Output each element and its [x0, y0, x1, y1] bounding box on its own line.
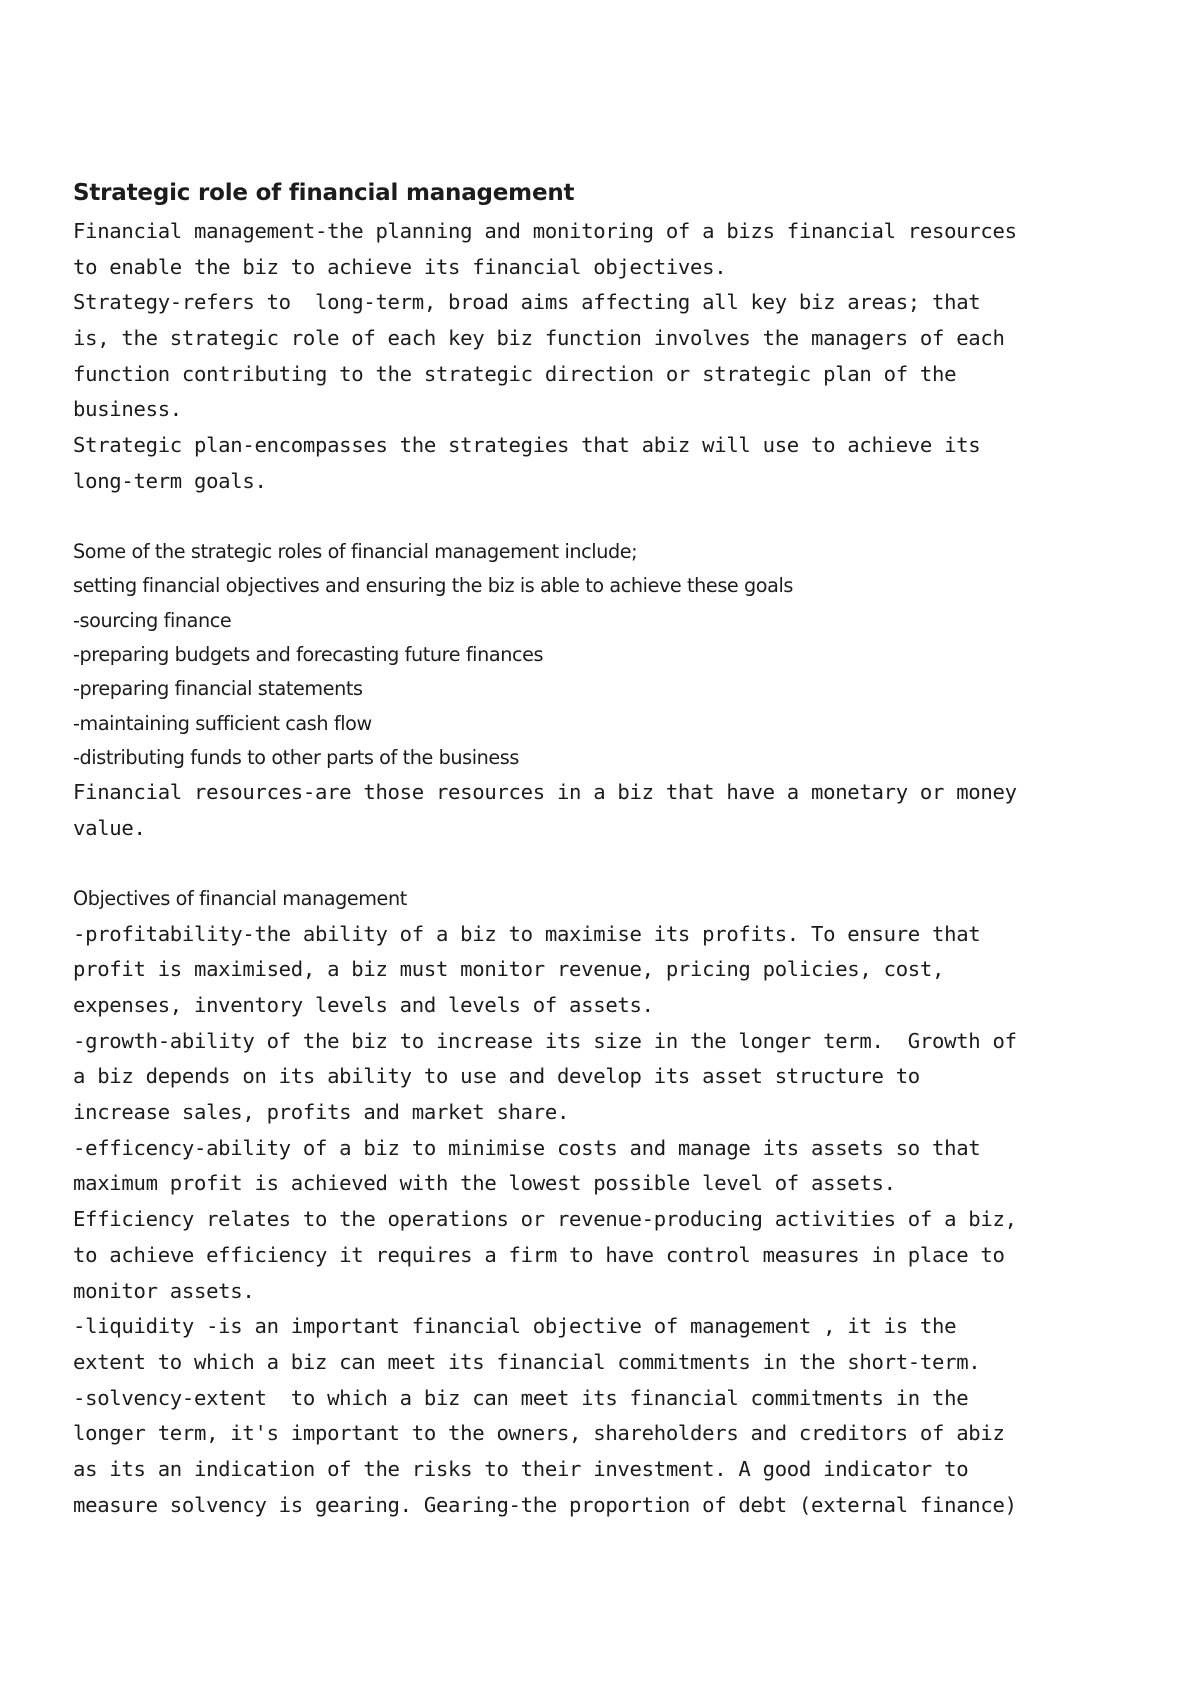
roles-intro-line: Some of the strategic roles of financial management include; — [73, 540, 638, 564]
text-line: maximum profit is achieved with the lowest possible level of assets. — [73, 1171, 896, 1196]
text-line: Strategy-refers to long-term, broad aims affecting all key biz areas; that — [73, 290, 981, 315]
objectives-heading: Objectives of financial management — [73, 887, 407, 911]
list-item: -distributing funds to other parts of the business — [73, 745, 519, 769]
text-line: increase sales, profits and market share. — [73, 1100, 570, 1125]
text-line: -efficency-ability of a biz to minimise costs and manage its assets so that — [73, 1135, 981, 1160]
text-line: -liquidity -is an important financial objective of management , it is the — [73, 1314, 957, 1339]
list-item: -sourcing finance — [73, 608, 232, 632]
text-line: Strategic plan-encompasses the strategies that abiz will use to achieve its — [73, 433, 981, 458]
text-line: extent to which a biz can meet its financial commitments in the short-term. — [73, 1349, 981, 1374]
text-line: monitor assets. — [73, 1278, 255, 1303]
text-line: longer term, it's important to the owners, shareholders and creditors of abiz — [73, 1421, 1005, 1446]
text-line: Efficiency relates to the operations or revenue-producing activities of a biz, — [73, 1207, 1017, 1232]
text-line: function contributing to the strategic direction or strategic plan of the — [73, 361, 957, 386]
text-line: value. — [73, 815, 146, 840]
financial-resources-section — [73, 775, 1073, 846]
list-item: -maintaining sufficient cash flow — [73, 711, 372, 735]
text-line: -growth-ability of the biz to increase its size in the longer term. Growth of — [73, 1028, 1017, 1053]
paragraph-spacer — [73, 500, 1073, 536]
objectives-section — [73, 882, 1073, 1523]
text-line: expenses, inventory levels and levels of assets. — [73, 993, 654, 1017]
list-item: -preparing financial statements — [73, 677, 363, 701]
text-line: Financial resources-are those resources in a biz that have a monetary or money — [73, 780, 1017, 805]
text-line: -profitability-the ability of a biz to maximise its profits. To ensure that — [73, 921, 981, 946]
text-line: as its an indication of the risks to their investment. A good indicator to — [73, 1456, 969, 1481]
strategic-roles-section — [73, 535, 1073, 775]
text-line: a biz depends on its ability to use and develop its asset structure to — [73, 1064, 920, 1089]
document-title: Strategic role of financial management — [73, 180, 575, 206]
text-line: business. — [73, 397, 182, 422]
text-line: long-term goals. — [73, 468, 267, 493]
definitions-section — [73, 214, 1073, 500]
text-line: to achieve efficiency it requires a firm to have control measures in place to — [73, 1242, 1005, 1267]
text-line: to enable the biz to achieve its financial objectives. — [73, 254, 727, 279]
paragraph-spacer — [73, 847, 1073, 883]
list-item: -preparing budgets and forecasting future finances — [73, 643, 544, 667]
text-line: -solvency-extent to which a biz can meet its financial commitments in the — [73, 1385, 969, 1410]
document-page — [73, 178, 1073, 1523]
text-line: Financial management-the planning and monitoring of a bizs financial resources — [73, 219, 1017, 243]
text-line: is, the strategic role of each key biz function involves the managers of each — [73, 326, 1005, 351]
text-line: measure solvency is gearing. Gearing-the proportion of debt (external finance) — [73, 1492, 1017, 1517]
text-line: profit is maximised, a biz must monitor revenue, pricing policies, cost, — [73, 957, 945, 982]
list-item: setting financial objectives and ensuring the biz is able to achieve these goals — [73, 574, 794, 598]
